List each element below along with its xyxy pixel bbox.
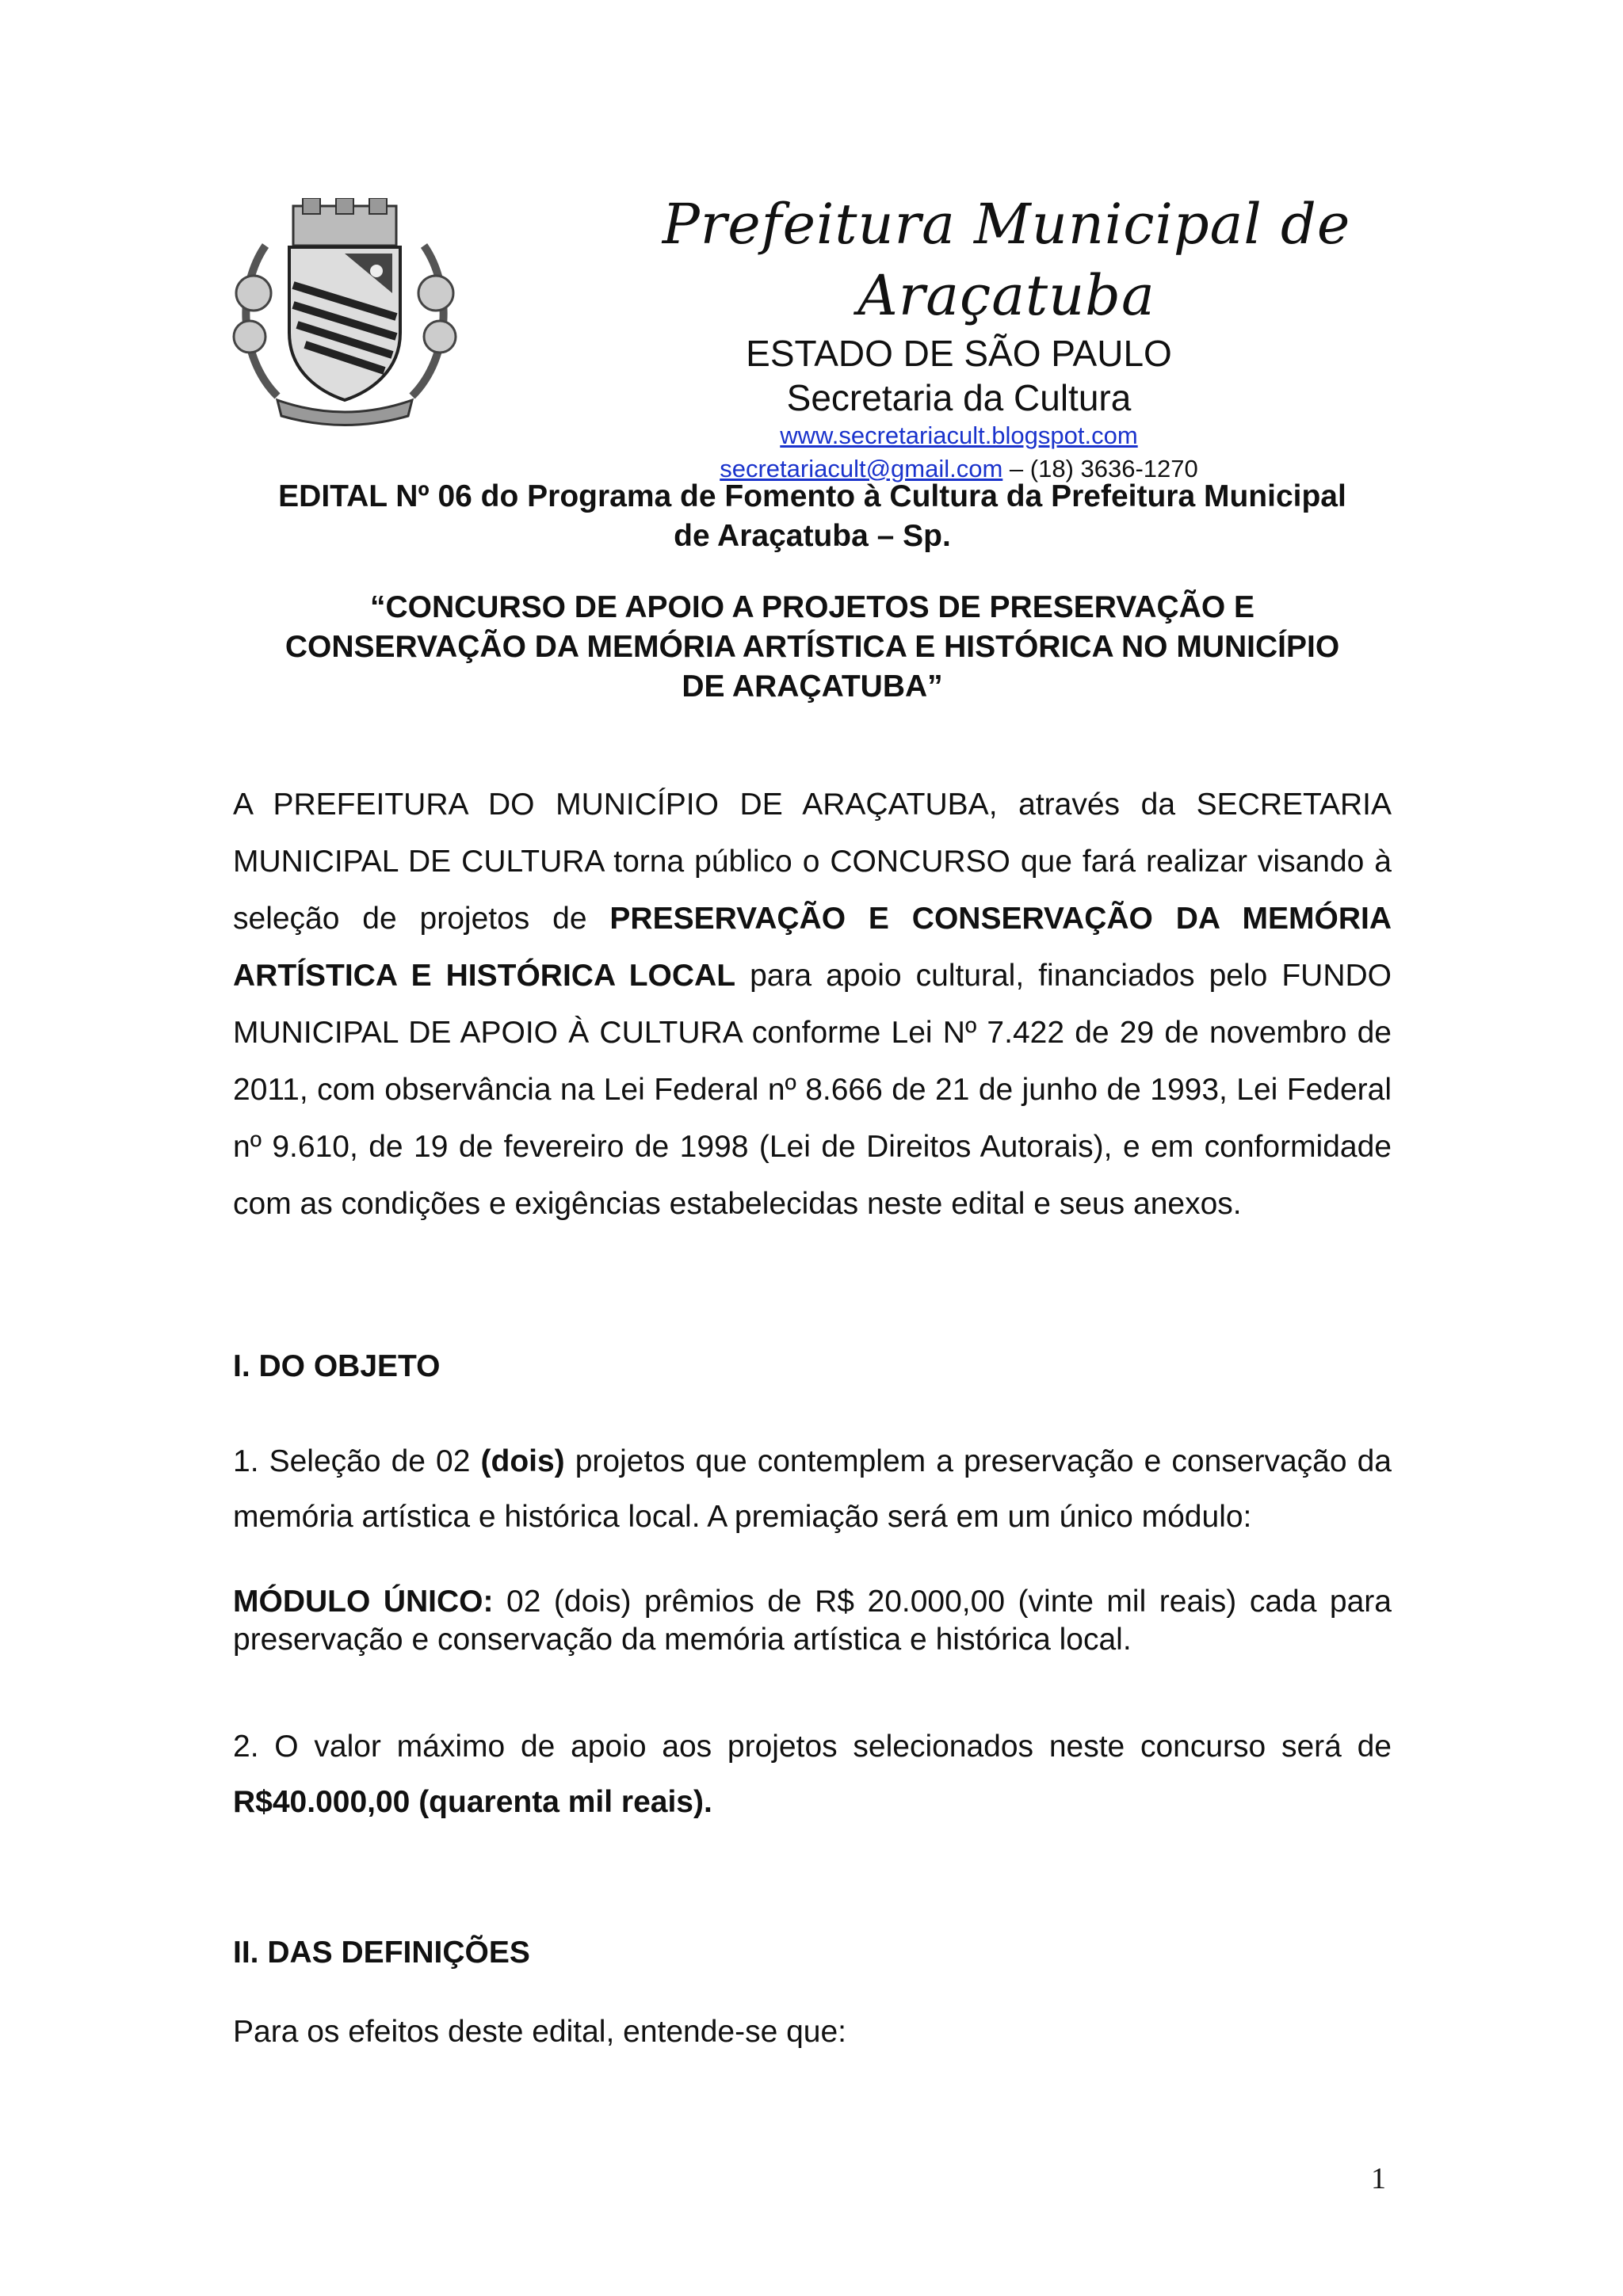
concurso-title-line: “CONCURSO DE APOIO A PROJETOS DE PRESERVAÇÃO E [369,590,1255,624]
letterhead [444,189,1426,486]
modulo-label: MÓDULO ÚNICO: [233,1585,494,1619]
section-heading-definicoes: II. DAS DEFINIÇÕES [233,1936,530,1970]
municipal-coat-of-arms-icon [230,198,460,428]
objeto-item-1 [233,1434,1392,1545]
website-link[interactable]: www.secretariacult.blogspot.com [780,421,1138,449]
section-heading-objeto: I. DO OBJETO [233,1349,441,1383]
edital-title [230,477,1395,556]
modulo-text: 02 (dois) prêmios de R$ 20.000,00 (vinte mil reais) cada para preservação e conservação da memória artística e histórica local. [233,1585,1392,1657]
definicoes-intro: Para os efeitos deste edital, entende-se que: [233,2015,847,2049]
concurso-title-line: CONSERVAÇÃO DA MEMÓRIA ARTÍSTICA E HISTÓRICA NO MUNICÍPIO [285,630,1340,664]
objeto-item-text: projetos que contemplem a preservação e conservação da memória artística e histórica local. A premiação será em um único módulo: [233,1444,1392,1534]
objeto-item-text: 2. O valor máximo de apoio aos projetos selecionados neste concurso será de [233,1730,1392,1764]
phone-number: – (18) 3636-1270 [1002,455,1198,482]
modulo-unico [233,1583,1392,1659]
intro-bold-text: PRESERVAÇÃO E CONSERVAÇÃO DA MEMÓRIA ARTÍSTICA E HISTÓRICA LOCAL [233,902,1392,993]
concurso-title [230,588,1395,707]
objeto-item-2 [233,1719,1392,1830]
edital-title-line: EDITAL Nº 06 do Programa de Fomento à Cultura da Prefeitura Municipal [278,479,1346,513]
intro-paragraph [233,776,1392,1233]
letterhead-department: Secretaria da Cultura [786,377,1132,418]
objeto-item-bold: (dois) [480,1444,565,1478]
concurso-title-line: DE ARAÇATUBA” [682,669,943,704]
letterhead-state: ESTADO DE SÃO PAULO [746,333,1172,374]
page-number: 1 [1371,2162,1386,2195]
objeto-item-bold: R$40.000,00 (quarenta mil reais). [233,1785,712,1819]
intro-text: para apoio cultural, financiados pelo FUNDO MUNICIPAL DE APOIO À CULTURA conforme Lei Nº 7.422 de 29 de novembro de 2011, com observância na Lei Federal nº 8.666 de 21 de junho de 1993, Lei Federal nº 9.610, de 19 de fevereiro de 1998 (Lei de Direitos Autorais), e em conformidade com as condições e exigências estabelecidas neste edital e seus anexos. [233,959,1392,1221]
objeto-item-text: 1. Seleção de 02 [233,1444,481,1478]
email-link[interactable]: secretariacult@gmail.com [720,455,1003,482]
intro-text: A PREFEITURA DO MUNICÍPIO DE ARAÇATUBA, através da SECRETARIA MUNICIPAL DE CULTURA torna público o CONCURSO que fará realizar visando à seleção de projetos de [233,788,1392,936]
letterhead-title: Prefeitura Municipal de Araçatuba [662,192,1351,328]
edital-title-line: de Araçatuba – Sp. [674,519,951,553]
